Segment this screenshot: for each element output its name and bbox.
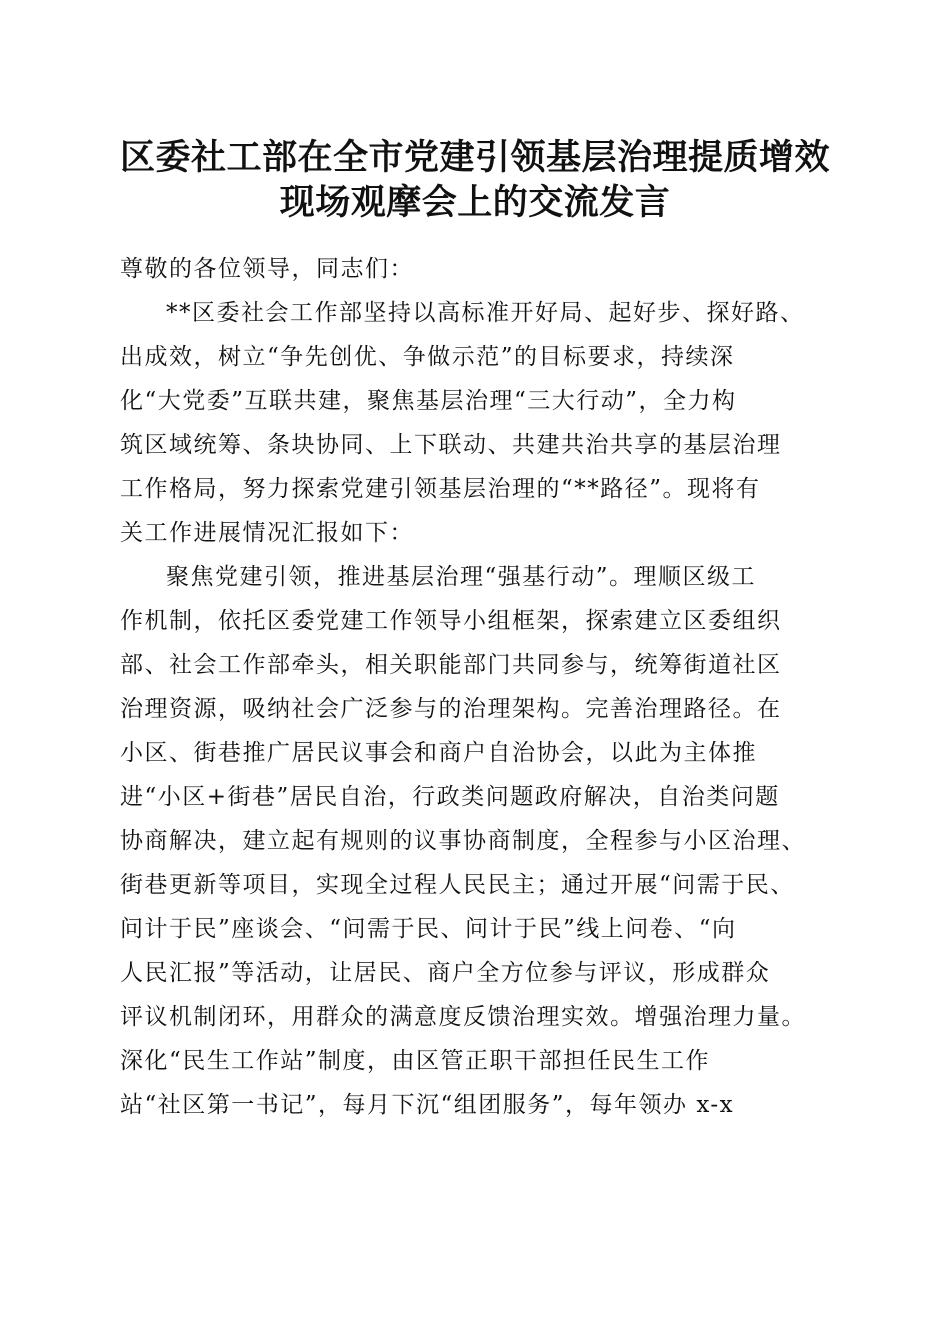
paragraph-line: 工作格局，努力探索党建引领基层治理的“**路径”。现将有 bbox=[120, 476, 761, 502]
salutation: 尊敬的各位领导，同志们： bbox=[120, 256, 414, 282]
paragraph-line: 作机制，依托区委党建工作领导小组框架，探索建立区委组织 bbox=[120, 608, 782, 634]
paragraph-line: 小区、街巷推广居民议事会和商户自治协会，以此为主体推 bbox=[120, 740, 757, 766]
paragraph-line: 治理资源，吸纳社会广泛参与的治理架构。完善治理路径。在 bbox=[120, 696, 782, 722]
paragraph-line: 人民汇报”等活动，让居民、商户全方位参与评议，形成群众 bbox=[120, 960, 771, 986]
paragraph-line: 部、社会工作部牵头，相关职能部门共同参与，统筹街道社区 bbox=[120, 652, 782, 678]
paragraph-line: 问计于民”座谈会、“问需于民、问计于民”线上问卷、“向 bbox=[120, 916, 737, 942]
paragraph-line: 关工作进展情况汇报如下： bbox=[120, 520, 414, 546]
document-title-line-1: 区委社工部在全市党建引领基层治理提质增效 bbox=[119, 137, 830, 178]
paragraph-line: 出成效，树立“争先创优、争做示范”的目标要求，持续深 bbox=[120, 344, 735, 370]
paragraph-line: 评议机制闭环，用群众的满意度反馈治理实效。增强治理力量。 bbox=[120, 1004, 806, 1030]
document-title-line-2: 现场观摩会上的交流发言 bbox=[279, 182, 671, 223]
paragraph-line: 聚焦党建引领，推进基层治理“强基行动”。理顺区级工 bbox=[166, 564, 757, 590]
paragraph-line: 协商解决，建立起有规则的议事协商制度，全程参与小区治理、 bbox=[120, 828, 806, 854]
paragraph-line: 筑区域统筹、条块协同、上下联动、共建共治共享的基层治理 bbox=[120, 432, 782, 458]
paragraph-line: 进“小区+街巷”居民自治，行政类问题政府解决，自治类问题 bbox=[120, 784, 780, 810]
paragraph-line: 站“社区第一书记”，每月下沉“组团服务”，每年领办 x-x bbox=[120, 1092, 735, 1118]
paragraph-line: **区委社会工作部坚持以高标准开好局、起好步、探好路、 bbox=[166, 300, 805, 326]
paragraph-line: 化“大党委”互联共建，聚焦基层治理“三大行动”，全力构 bbox=[120, 388, 737, 414]
paragraph-line: 深化“民生工作站”制度，由区管正职干部担任民生工作 bbox=[120, 1048, 711, 1074]
paragraph-line: 街巷更新等项目，实现全过程人民民主；通过开展“问需于民、 bbox=[120, 872, 795, 898]
